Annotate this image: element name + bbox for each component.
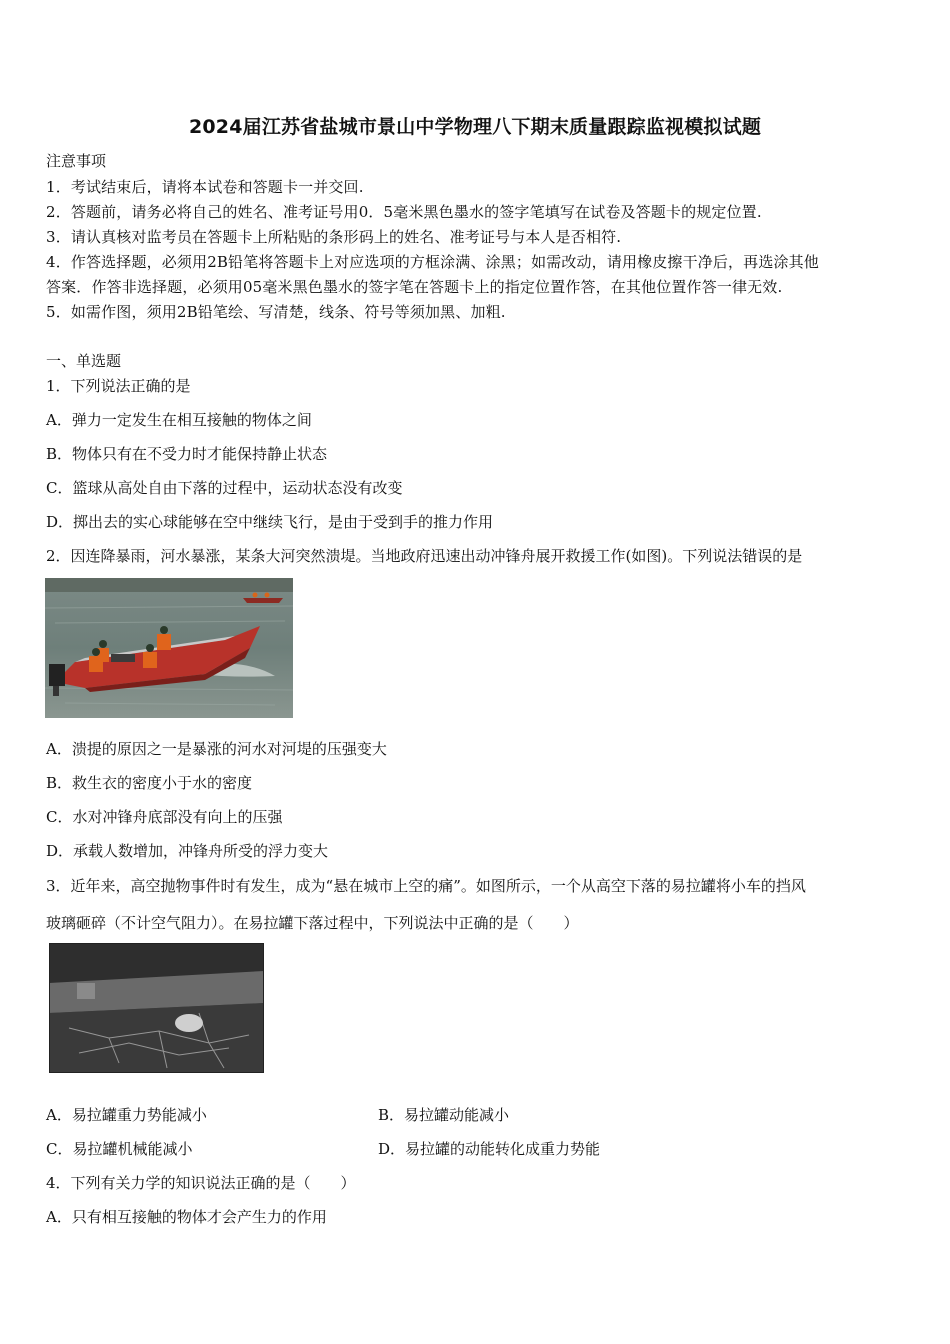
question-3-option-a: A．易拉罐重力势能减小 [46,1106,207,1124]
question-3-option-d: D．易拉罐的动能转化成重力势能 [378,1140,601,1158]
question-1-option-a: A．弹力一定发生在相互接触的物体之间 [46,411,312,429]
question-2-option-d: D．承载人数增加，冲锋舟所受的浮力变大 [46,842,329,860]
question-1-option-b: B．物体只有在不受力时才能保持静止状态 [46,445,328,463]
section-heading: 一、单选题 [46,352,122,370]
broken-windshield-photo [49,943,264,1073]
question-3-option-c: C．易拉罐机械能减小 [46,1140,193,1158]
notice-item: 1．考试结束后，请将本试卷和答题卡一并交回. [46,178,364,196]
question-1-option-c: C．篮球从高处自由下落的过程中，运动状态没有改变 [46,479,403,497]
notice-item: 答案．作答非选择题，必须用05毫米黑色墨水的签字笔在答题卡上的指定位置作答，在其他位置作答一律无效. [46,278,783,296]
notice-item: 3．请认真核对监考员在答题卡上所粘贴的条形码上的姓名、准考证号与本人是否相符. [46,228,622,246]
rescue-boat-photo [45,578,293,718]
question-2-option-b: B．救生衣的密度小于水的密度 [46,774,253,792]
question-2-option-c: C．水对冲锋舟底部没有向上的压强 [46,808,283,826]
notice-item: 2．答题前，请务必将自己的姓名、准考证号用0．5毫米黑色墨水的签字笔填写在试卷及答题卡的规定位置. [46,203,762,221]
question-1-option-d: D．掷出去的实心球能够在空中继续飞行，是由于受到手的推力作用 [46,513,494,531]
page-title: 2024届江苏省盐城市景山中学物理八下期末质量跟踪监视模拟试题 [188,116,762,138]
question-1-stem: 1．下列说法正确的是 [46,377,191,395]
notice-heading: 注意事项 [46,152,107,170]
question-4-option-a: A．只有相互接触的物体才会产生力的作用 [46,1208,327,1226]
question-2-option-a: A．溃提的原因之一是暴涨的河水对河堤的压强变大 [46,740,387,758]
question-3-option-b: B．易拉罐动能减小 [378,1106,510,1124]
question-3-stem-line1: 3．近年来，高空抛物事件时有发生，成为“悬在城市上空的痛”。如图所示，一个从高空下落的易拉罐将小车的挡风 [46,877,806,895]
question-4-stem: 4．下列有关力学的知识说法正确的是（ ） [46,1174,356,1192]
notice-item: 4．作答选择题，必须用2B铅笔将答题卡上对应选项的方框涂满、涂黑；如需改动，请用橡皮擦干净后，再选涂其他 [46,253,819,271]
notice-item: 5．如需作图，须用2B铅笔绘、写清楚，线条、符号等须加黑、加粗. [46,303,506,321]
question-2-stem: 2．因连降暴雨，河水暴涨，某条大河突然溃堤。当地政府迅速出动冲锋舟展开救援工作(如图)。下列说法错误的是 [46,547,803,565]
question-3-stem-line2: 玻璃砸碎（不计空气阻力）。在易拉罐下落过程中，下列说法中正确的是（ ） [46,914,579,932]
